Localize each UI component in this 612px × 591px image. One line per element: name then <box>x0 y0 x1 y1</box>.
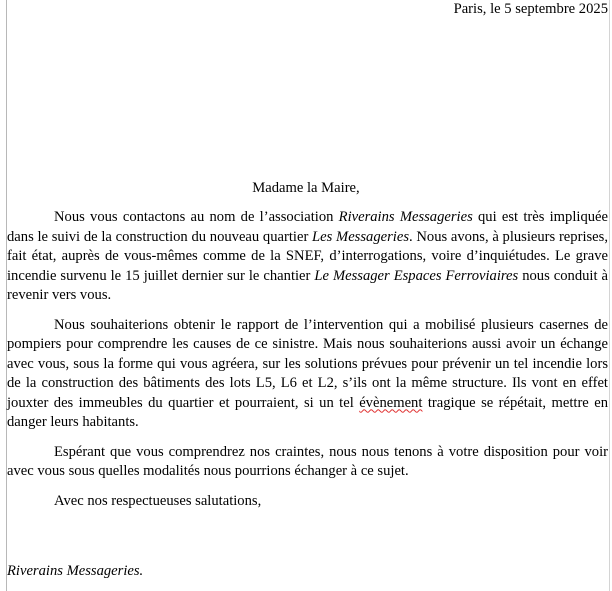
letter-salutation: Madame la Maire, <box>252 180 360 196</box>
quarter-name: Les Messageries <box>312 228 409 245</box>
paragraph-1-part-c: qui est très impliquée dans le suivi de la construction du nouveau quartier <box>7 209 608 245</box>
letter-signature: Riverains Messageries. <box>7 563 144 579</box>
letter-date: Paris, le 5 septembre 2025 <box>453 1 608 17</box>
paragraph-1-part-a: Nous vous contactons au nom de l’association <box>54 209 339 225</box>
paragraph-1-part-g: nous conduit à revenir vers vous. <box>7 267 608 303</box>
paragraph-2-part-c: tragique se répétait, mettre en danger leurs habitants. <box>7 394 608 430</box>
paragraph-2 <box>7 316 608 433</box>
page-right-edge <box>609 0 610 591</box>
association-name: Riverains Messageries <box>338 209 473 225</box>
site-name: Le Messager Espaces Ferroviaires <box>314 267 519 284</box>
paragraph-1-part-e: . Nous avons, à plusieurs reprises, fait état, auprès de vous-mêmes comme de la SNEF, d’interrogations, voire d’inquiétudes. Le grave incendie survenu le 15 juillet dernier sur le chantier <box>7 228 608 284</box>
letter-body <box>7 208 608 521</box>
paragraph-3: Espérant que vous comprendrez nos craintes, nous nous tenons à votre disposition pour voir avec vous sous quelles modalités nous pourrions échanger à ce sujet. <box>7 443 608 479</box>
paragraph-1 <box>7 208 608 306</box>
paragraph-2-part-a: Nous souhaiterions obtenir le rapport de l’intervention qui a mobilisé plusieurs casernes de pompiers pour comprendre les causes de ce sinistre. Mais nous souhaiterions aussi avoir un échange avec vous, sous la forme qui vous agréera, sur les solutions prévues pour prévenir un tel incendie lors de la construction des bâtiments des lots L5, L6 et L2, s’ils ont la même structure. Ils vont en effet jouxter des immeubles du quartier et pourraient, si un tel <box>7 316 608 411</box>
closing-formula: Avec nos respectueuses salutations, <box>54 492 262 509</box>
spellcheck-flagged-word[interactable]: évènement <box>359 394 423 411</box>
